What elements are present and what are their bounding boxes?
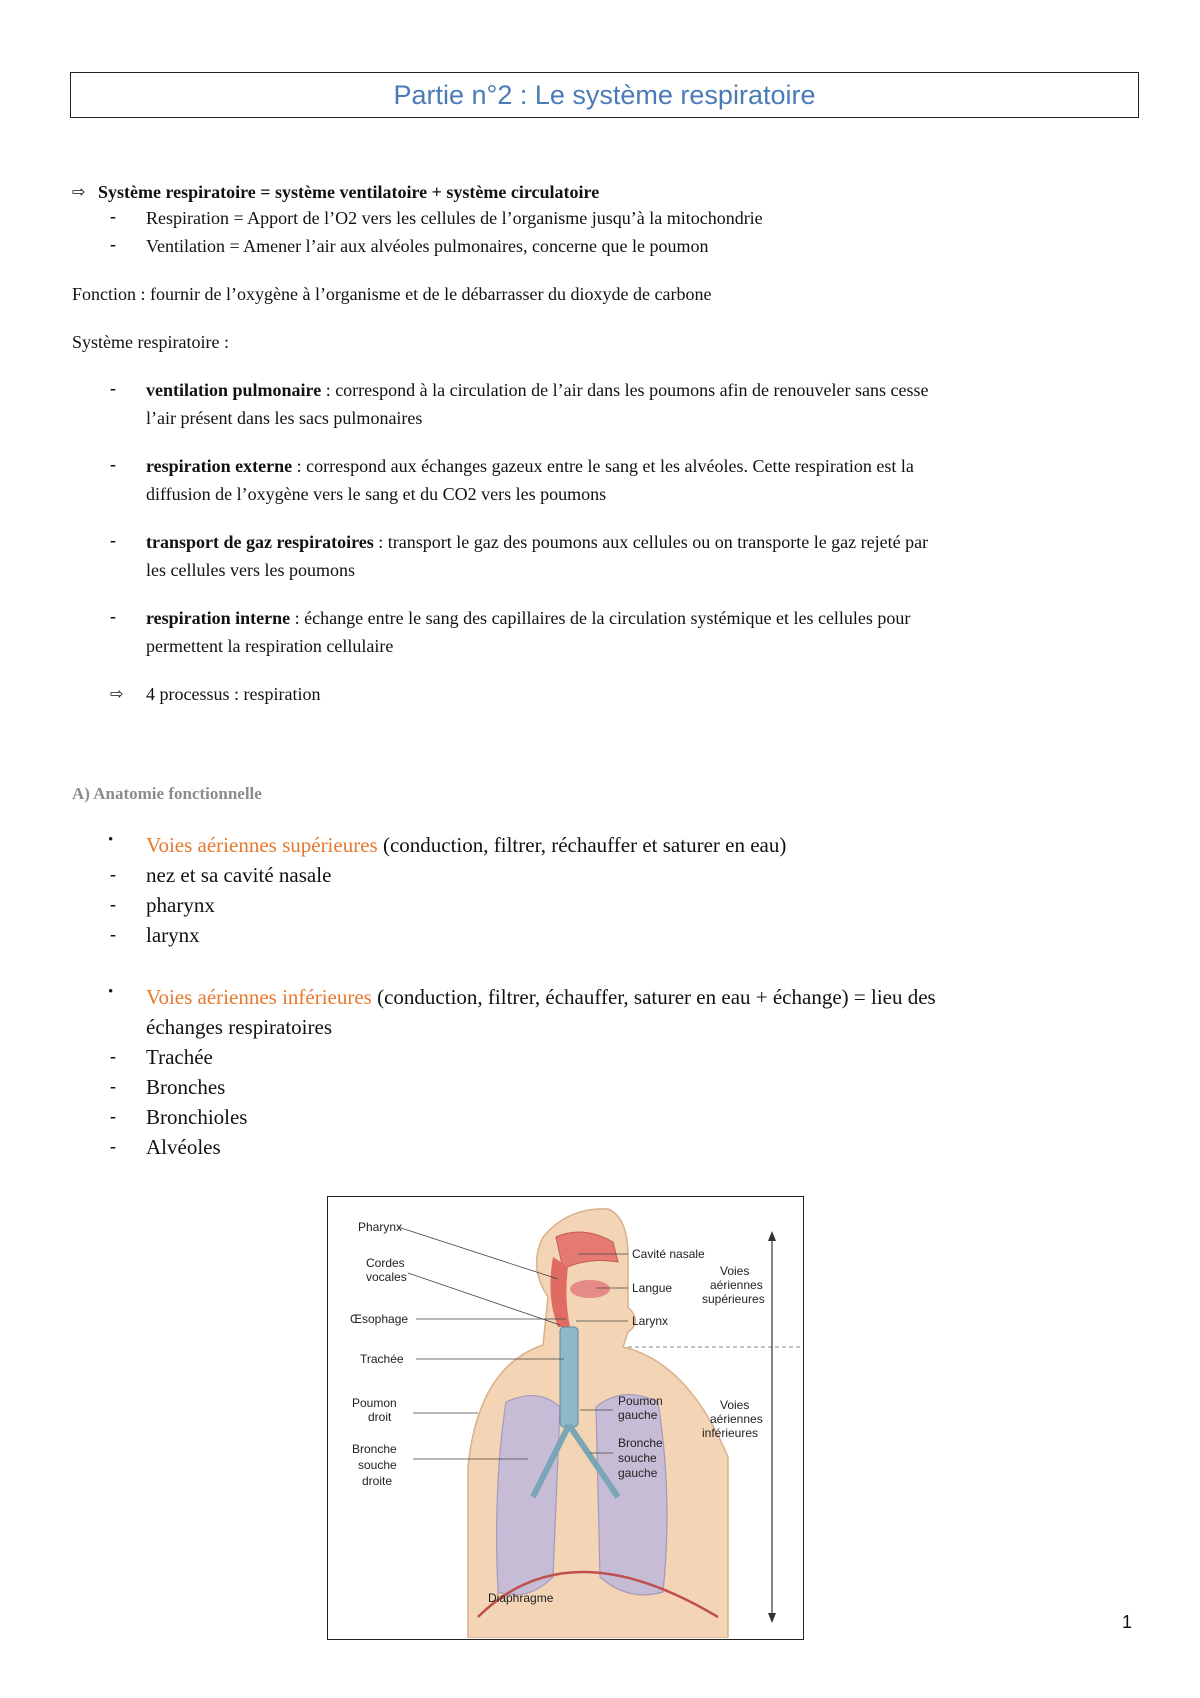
process-term: respiration externe [146,456,293,476]
process-line [146,454,914,478]
fig-side-label: Voies [720,1264,750,1278]
bullet-icon: • [108,832,114,848]
arrow-right-icon: ⇨ [72,182,86,201]
arrow-right-icon: ⇨ [110,684,124,703]
fig-side-label: aériennes [710,1412,763,1426]
voies-inf-title: Voies aériennes inférieures [146,985,372,1009]
dash-icon: - [110,378,116,398]
list-item: Bronches [146,1075,226,1099]
list-item: larynx [146,923,200,947]
dash-icon: - [110,234,116,254]
voies-inf-line [146,983,936,1011]
page-number: 1 [1122,1612,1133,1632]
process-line2: l’air présent dans les sacs pulmonaires [146,408,423,428]
process-line [146,530,928,554]
fig-label: Langue [632,1281,673,1295]
voies-sup-desc: (conduction, filtrer, réchauffer et saturer en eau) [377,833,787,857]
fig-label: souche [358,1458,397,1472]
fig-label: Larynx [632,1314,669,1328]
process-line2: les cellules vers les poumons [146,560,355,580]
fig-label: droit [368,1410,392,1424]
dash-icon: - [110,206,116,226]
fig-label: gauche [618,1466,658,1480]
fig-label: Bronche [352,1442,397,1456]
fig-label: Cordes [366,1256,405,1270]
dash-icon: - [110,924,116,944]
fig-label: vocales [366,1270,407,1284]
fig-side-label: inférieures [702,1426,759,1440]
dash-icon: - [110,894,116,914]
list-item: pharynx [146,893,215,917]
fig-label: Diaphragme [488,1591,554,1605]
list-item: Trachée [146,1045,213,1069]
intro-item: Ventilation = Amener l’air aux alvéoles pulmonaires, concerne que le poumon [146,236,709,256]
process-line [146,378,928,402]
process-line2: permettent la respiration cellulaire [146,636,394,656]
fig-label: Bronche [618,1436,663,1450]
fig-label: gauche [618,1408,658,1422]
fig-label: Poumon [352,1396,397,1410]
bullet-icon: • [108,984,114,1000]
page-title-box [70,72,1139,118]
conclusion-text: 4 processus : respiration [146,684,321,704]
voies-inf-desc: (conduction, filtrer, échauffer, saturer en eau + échange) = lieu des [371,985,936,1009]
voies-sup-title: Voies aériennes supérieures [146,833,378,857]
process-line [146,606,910,630]
voies-sup-line [146,831,786,859]
section-heading: A) Anatomie fonctionnelle [72,784,262,803]
process-term: ventilation pulmonaire [146,380,322,400]
fig-label: Cavité nasale [632,1247,705,1261]
dash-icon: - [110,1046,116,1066]
tongue [570,1280,610,1298]
dash-icon: - [110,454,116,474]
list-item: Alvéoles [146,1135,221,1159]
fig-label: Poumon [618,1394,663,1408]
process-term: respiration interne [146,608,291,628]
fig-label: Pharynx [358,1220,403,1234]
process-line2: diffusion de l’oxygène vers le sang et du CO2 vers les poumons [146,484,607,504]
dash-icon: - [110,864,116,884]
trachea [560,1327,578,1427]
process-desc: : correspond aux échanges gazeux entre le sang et les alvéoles. Cette respiration est la [292,456,914,476]
dash-icon: - [110,1106,116,1126]
fig-label: Trachée [360,1352,404,1366]
process-desc: : échange entre le sang des capillaires de la circulation systémique et les cellules pour [290,608,911,628]
process-desc: : correspond à la circulation de l’air dans les poumons afin de renouveler sans cesse [321,380,929,400]
intro-heading: Système respiratoire = système ventilatoire + système circulatoire [98,182,600,202]
dash-icon: - [110,606,116,626]
fig-side-label: supérieures [702,1292,765,1306]
dash-icon: - [110,530,116,550]
page-title: Partie n°2 : Le système respiratoire [393,80,816,110]
left-lung [596,1395,667,1595]
process-desc: : transport le gaz des poumons aux cellules ou on transporte le gaz rejeté par [373,532,929,552]
intro-item: Respiration = Apport de l’O2 vers les cellules de l’organisme jusqu’à la mitochondrie [146,208,763,228]
fig-label: droite [362,1474,393,1488]
fig-label: Œsophage [350,1312,409,1326]
fig-label: souche [618,1451,657,1465]
list-item: nez et sa cavité nasale [146,863,332,887]
right-lung [497,1396,560,1595]
process-term: transport de gaz respiratoires [146,532,374,552]
respiratory-system-figure [327,1196,804,1640]
dash-icon: - [110,1076,116,1096]
fig-side-label: Voies [720,1398,750,1412]
fonction-text: Fonction : fournir de l’oxygène à l’organisme et de le débarrasser du dioxyde de carbone [72,284,712,304]
list-item: Bronchioles [146,1105,248,1129]
fig-side-label: aériennes [710,1278,763,1292]
dash-icon: - [110,1136,116,1156]
systeme-label: Système respiratoire : [72,332,229,352]
voies-inf-desc2: échanges respiratoires [146,1015,332,1039]
